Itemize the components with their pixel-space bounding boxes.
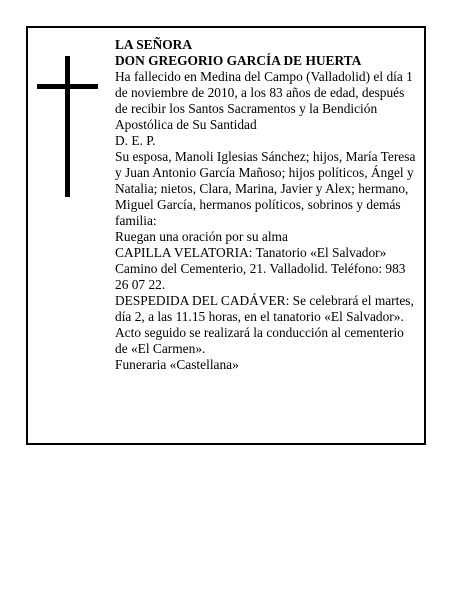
deceased-name: DON GREGORIO GARCÍA DE HUERTA [115, 53, 362, 68]
funeral-home: Funeraria «Castellana» [115, 357, 239, 372]
cross-icon-crossbar [37, 84, 98, 89]
obituary-text [115, 37, 417, 373]
farewell-paragraph: DESPEDIDA DEL CADÁVER: Se celebrará el martes, día 2, a las 11.15 horas, en el tanatorio «El Salvador». Acto seguido se realizará la conducción al cementerio de «El Carmen». [115, 293, 414, 356]
cross-icon [65, 56, 70, 197]
prayer-line: Ruegan una oración por su alma [115, 229, 288, 244]
notice-title: LA SEÑORA [115, 37, 193, 52]
family-paragraph: Su esposa, Manoli Iglesias Sánchez; hijos, María Teresa y Juan Antonio García Mañoso; hijos políticos, Ángel y Natalia; nietos, Clara, Marina, Javier y Alex; hermano, Miguel García, hermanos políticos, sobrinos y demás familia: [115, 149, 416, 228]
death-paragraph: Ha fallecido en Medina del Campo (Valladolid) el día 1 de noviembre de 2010, a los 83 años de edad, después de recibir los Santos Sacramentos y la Bendición Apostólica de Su Santidad [115, 69, 413, 132]
dep-line: D. E. P. [115, 133, 156, 148]
chapel-paragraph: CAPILLA VELATORIA: Tanatorio «El Salvador» Camino del Cementerio, 21. Valladolid. Teléfono: 983 26 07 22. [115, 245, 406, 292]
